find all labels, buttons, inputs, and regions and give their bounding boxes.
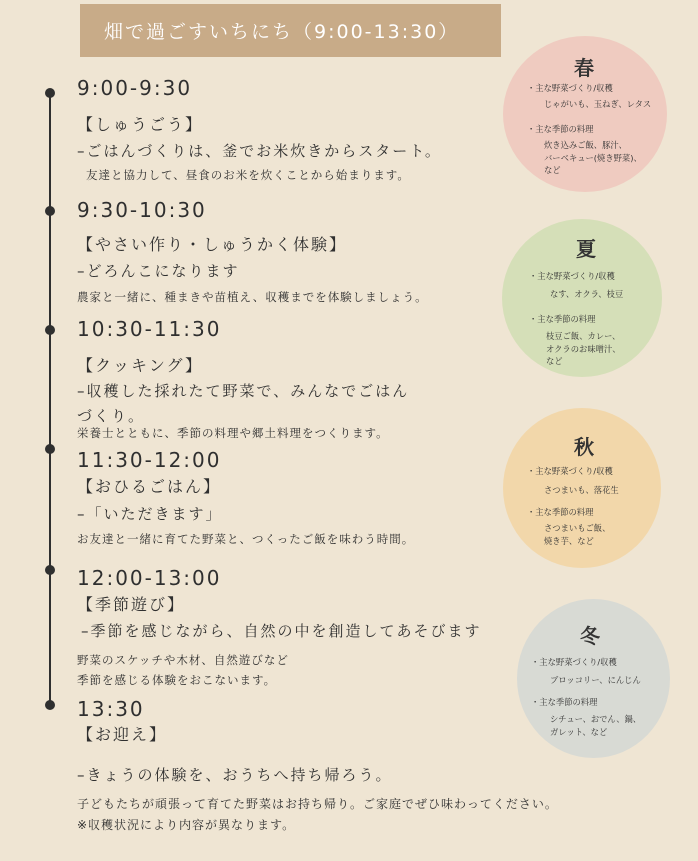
schedule-title: 【しゅうごう】 bbox=[77, 115, 204, 134]
schedule-title: 【季節遊び】 bbox=[77, 595, 186, 614]
timeline-dot bbox=[45, 444, 55, 454]
timeline-dot bbox=[45, 206, 55, 216]
schedule-description: –きょうの体験を、おうちへ持ち帰ろう。 bbox=[77, 766, 393, 784]
timeline-dot bbox=[45, 325, 55, 335]
schedule-time: 11:30-12:00 bbox=[77, 448, 222, 472]
footer-notes bbox=[77, 794, 558, 836]
season-veg: じゃがいも、玉ねぎ、レタス bbox=[544, 99, 652, 109]
footer-line: 子どもたちが頑張って育てた野菜はお持ち帰り。ご家庭でぜひ味わってください。 bbox=[77, 797, 558, 811]
season-dish-label: ・主な季節の料理 bbox=[527, 124, 594, 134]
schedule-note: 季節を感じる体験をおこないます。 bbox=[77, 673, 277, 687]
schedule-time: 12:00-13:00 bbox=[77, 566, 222, 590]
season-veg-label: ・主な野菜づくり/収穫 bbox=[531, 657, 617, 667]
schedule-title: 【お迎え】 bbox=[77, 725, 168, 744]
timeline-dot bbox=[45, 88, 55, 98]
schedule-time: 10:30-11:30 bbox=[77, 317, 222, 341]
schedule-title: 【クッキング】 bbox=[77, 356, 204, 375]
schedule-time: 9:00-9:30 bbox=[77, 76, 193, 100]
season-title: 春 bbox=[574, 56, 594, 80]
season-veg: さつまいも、落花生 bbox=[544, 485, 619, 495]
season-veg: ブロッコリー、にんじん bbox=[550, 675, 641, 685]
schedule-description: –ごはんづくりは、釜でお米炊きからスタート。 bbox=[77, 142, 442, 160]
timeline-line bbox=[49, 92, 51, 706]
season-title: 秋 bbox=[574, 435, 594, 459]
season-dish: シチュー、おでん、鍋、 ガレット、など bbox=[550, 714, 642, 737]
schedule-description: –季節を感じながら、自然の中を創造してあそびます bbox=[81, 622, 482, 640]
season-dish-label: ・主な季節の料理 bbox=[531, 697, 598, 707]
season-dish-label: ・主な季節の料理 bbox=[529, 314, 596, 324]
season-dish: さつまいもご飯、 焼き芋、など bbox=[544, 523, 611, 546]
header-title: 畑で過ごすいちにち（9:00-13:30） bbox=[104, 21, 460, 43]
season-dish-label: ・主な季節の料理 bbox=[527, 507, 594, 517]
schedule-note: 栄養士とともに、季節の料理や郷土料理をつくります。 bbox=[77, 426, 389, 440]
season-veg-label: ・主な野菜づくり/収穫 bbox=[527, 466, 613, 476]
schedule-description: づくり。 bbox=[77, 407, 146, 425]
season-dish: 炊き込みご飯、豚汁、 バーベキュー(焼き野菜)、 など bbox=[544, 140, 642, 175]
season-veg-label: ・主な野菜づくり/収穫 bbox=[527, 83, 613, 93]
schedule-description: –収穫した採れたて野菜で、みんなでごはん bbox=[77, 382, 410, 400]
schedule-title: 【やさい作り・しゅうかく体験】 bbox=[77, 235, 348, 254]
season-veg: なす、オクラ、枝豆 bbox=[550, 289, 624, 299]
schedule-title: 【おひるごはん】 bbox=[77, 477, 222, 496]
schedule-time: 9:30-10:30 bbox=[77, 198, 207, 222]
season-title: 冬 bbox=[580, 624, 600, 648]
schedule-note: 野菜のスケッチや木材、自然遊びなど bbox=[77, 653, 289, 667]
schedule-time: 13:30 bbox=[77, 697, 145, 721]
timeline-dot bbox=[45, 700, 55, 710]
footer-line: ※収穫状況により内容が異なります。 bbox=[77, 818, 296, 832]
timeline-dot bbox=[45, 565, 55, 575]
schedule-header bbox=[80, 4, 501, 57]
season-veg-label: ・主な野菜づくり/収穫 bbox=[529, 271, 615, 281]
season-title: 夏 bbox=[576, 237, 596, 261]
schedule-note: お友達と一緒に育てた野菜と、つくったご飯を味わう時間。 bbox=[77, 532, 415, 546]
season-dish: 枝豆ご飯、カレー、 オクラのお味噌汁、 など bbox=[546, 331, 621, 366]
schedule-note: 農家と一緒に、種まきや苗植え、収穫までを体験しましょう。 bbox=[77, 290, 428, 304]
schedule-description: –「いただきます」 bbox=[77, 505, 223, 523]
schedule-note: 友達と協力して、昼食のお米を炊くことから始まります。 bbox=[86, 168, 410, 182]
schedule-description: –どろんこになります bbox=[77, 262, 240, 280]
